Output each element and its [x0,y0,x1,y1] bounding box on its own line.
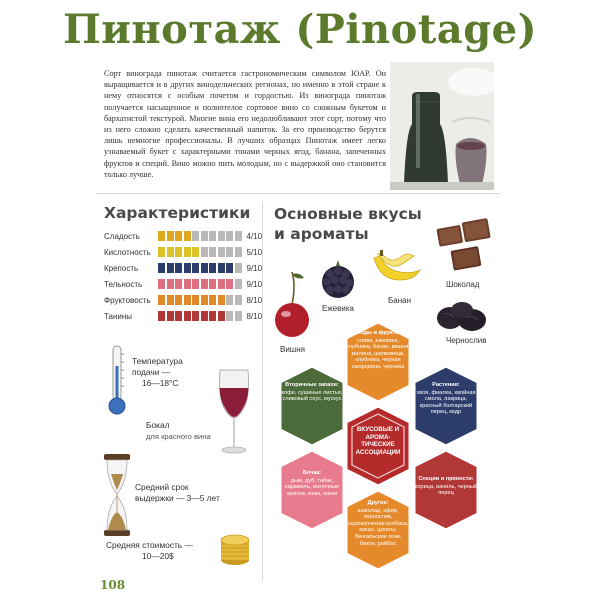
scale-square-filled [226,263,233,273]
hex-secondary [280,366,344,446]
scale-square-filled [167,231,174,241]
characteristic-label: Тельность [104,279,143,289]
characteristic-value: 9/10 [246,279,263,289]
characteristic-scale [158,231,242,241]
scale-square-filled [184,295,191,305]
scale-square-filled [201,311,208,321]
characteristics-heading: Характеристики [104,204,251,222]
characteristic-label: Крепость [104,263,139,273]
scale-square-empty [209,247,216,257]
section-divider [96,193,500,194]
characteristic-value: 5/10 [246,247,263,257]
scale-square-filled [184,231,191,241]
hex-berries-text [346,330,410,371]
wine-glass-icon [214,366,254,458]
scale-square-filled [175,295,182,305]
aging-info: Средний срок выдержки — 3—5 лет [135,482,220,503]
scale-square-filled [209,279,216,289]
characteristic-row [104,310,262,322]
glass-value: для красного вина [146,432,211,441]
characteristic-row [104,246,262,258]
price-label: Средняя стоимость — [106,540,193,550]
characteristic-row [104,230,262,242]
hex-center-text [354,426,402,456]
characteristic-scale [158,311,242,321]
intro-paragraph [104,68,386,180]
scale-square-filled [158,231,165,241]
scale-square-empty [235,295,242,305]
scale-square-filled [209,295,216,305]
scale-square-filled [167,311,174,321]
scale-square-filled [158,263,165,273]
scale-square-filled [158,279,165,289]
scale-square-empty [235,311,242,321]
chocolate-icon [436,218,498,276]
scale-square-empty [226,311,233,321]
aging-label-1: Средний срок [135,482,189,492]
scale-square-filled [218,311,225,321]
scale-square-filled [209,263,216,273]
hex-other-text [346,500,410,547]
scale-square-filled [158,295,165,305]
page-number: 108 [100,578,126,592]
temperature-label: Температура подачи — [132,356,183,377]
hex-spices-body: корица, ваниль, черный перец [414,483,478,497]
scale-square-empty [226,295,233,305]
hex-other-body: шоколад, эфир, чернослив, сырокопченая колбаса, какао, цукаты, бенгальские огни, бекон, ройбос [347,507,409,547]
scale-square-empty [235,231,242,241]
aging-value: 3—5 лет [186,493,220,503]
hex-spices-text [414,476,478,497]
page-title: Пинотаж (Pinotage) [62,6,538,53]
hex-other-title: Другое: [367,500,389,506]
scale-square-filled [175,263,182,273]
characteristic-label: Кислотность [104,247,151,257]
scale-square-empty [209,231,216,241]
scale-square-empty [192,231,199,241]
aging-label-2: выдержки [135,493,174,503]
scale-square-empty [235,279,242,289]
blackberry-label: Ежевика [322,304,354,313]
hex-plants-text [414,382,478,416]
characteristic-label: Фруктовость [104,295,151,305]
hex-berries-body: слива, ежевика, клубника, банан, вишня, малина, шелковица, клубника, черная смородина, черника [346,337,410,370]
temperature-value: 16—18°C [142,378,179,388]
scale-square-filled [192,311,199,321]
scale-square-empty [226,231,233,241]
hex-barrel-body: дым, дуб, табак, карамель, молочные ириски, кожа, изюм [284,477,340,497]
scale-square-filled [175,247,182,257]
scale-square-filled [184,279,191,289]
characteristic-scale [158,295,242,305]
scale-square-filled [218,279,225,289]
characteristic-value: 9/10 [246,263,263,273]
price-info [106,540,226,562]
characteristic-label: Сладость [104,231,140,241]
scale-square-filled [167,295,174,305]
scale-square-empty [235,247,242,257]
characteristic-scale [158,247,242,257]
hex-secondary-text [280,382,344,403]
scale-square-filled [209,311,216,321]
characteristic-value: 8/10 [246,295,263,305]
hex-secondary-body: кофе, сушеные листья, сливовый соус, мускус [281,389,343,403]
scale-square-filled [192,247,199,257]
hex-berries-title: Ягоды и фрукты: [353,330,403,336]
hex-center-label: ВКУСОВЫЕ И АРОМА- ТИЧЕСКИЕ АССОЦИАЦИИ [355,426,401,456]
characteristic-scale [158,263,242,273]
banana-icon [370,248,422,288]
scale-square-filled [175,311,182,321]
scale-square-filled [158,311,165,321]
scale-square-filled [192,295,199,305]
scale-square-filled [192,279,199,289]
characteristic-row [104,262,262,274]
glass-info [146,420,226,442]
chocolate-label: Шоколад [446,280,480,289]
scale-square-empty [218,247,225,257]
scale-square-filled [201,279,208,289]
scale-square-filled [158,247,165,257]
characteristic-value: 8/10 [246,311,263,321]
scale-square-empty [201,231,208,241]
scale-square-filled [184,263,191,273]
characteristic-scale [158,279,242,289]
scale-square-filled [167,247,174,257]
price-value: 10—20$ [142,551,174,561]
characteristic-row [104,278,262,290]
scale-square-filled [167,279,174,289]
wine-photo [390,62,494,190]
hex-spices-title: Специи и пряности: [418,476,474,482]
hex-secondary-title: Вторичные запахи: [285,382,339,388]
scale-square-filled [218,295,225,305]
flavors-heading [274,204,422,244]
blackberry-icon [318,258,358,300]
flavors-heading-line1: Основные вкусы [274,205,422,223]
hex-barrel-title: Бочка: [302,470,322,476]
scale-square-empty [226,247,233,257]
scale-square-filled [201,295,208,305]
cherry-label: Вишня [280,345,305,354]
intro-text: Сорт винограда пинотаж считается гастрономическим символом ЮАР. Он выращивается и в других винодельческих регионах, но именно в этой стране к нему относятся с особым почетом и гордостью. Из винограда пинотаж получается насыщенное и полнотелое сортовое вино со сложным букетом и бархатистой текстурой. Многие вина его недолюбливают этот сорт, потому что из него сложно сделать качественный напиток. За его производство берутся лишь немногие профессионалы. В лучших образцах Пинотаж имеет легко узнаваемый букет с характерными тонами черных ягод, банана, запеченных фруктов и специй. Вино можно пить молодым, но с выдержкой оно становится только лучше. [104,69,386,179]
scale-square-filled [184,247,191,257]
scale-square-empty [218,231,225,241]
characteristic-label: Танины [104,311,133,321]
temperature-info [132,356,212,389]
scale-square-filled [175,231,182,241]
thermometer-icon [106,344,128,416]
scale-square-filled [175,279,182,289]
scale-square-empty [235,263,242,273]
scale-square-empty [201,247,208,257]
hex-barrel-text [280,470,344,497]
scale-square-filled [192,263,199,273]
scale-square-filled [201,263,208,273]
scale-square-filled [167,263,174,273]
scale-square-filled [226,279,233,289]
scale-square-filled [184,311,191,321]
glass-label: Бокал [146,420,170,430]
scale-square-filled [218,263,225,273]
characteristic-value: 4/10 [246,231,263,241]
hourglass-icon [102,452,132,538]
hex-plants-title: Растения: [432,382,460,388]
hex-plants-body: хвоя, фиалка, хвойная смола, лакрица, красный болгарский перец, кедр [416,389,476,416]
characteristic-row [104,294,262,306]
banana-label: Банан [388,296,411,305]
flavors-heading-line2: и ароматы [274,225,369,243]
prune-label: Чернослив [446,336,487,345]
